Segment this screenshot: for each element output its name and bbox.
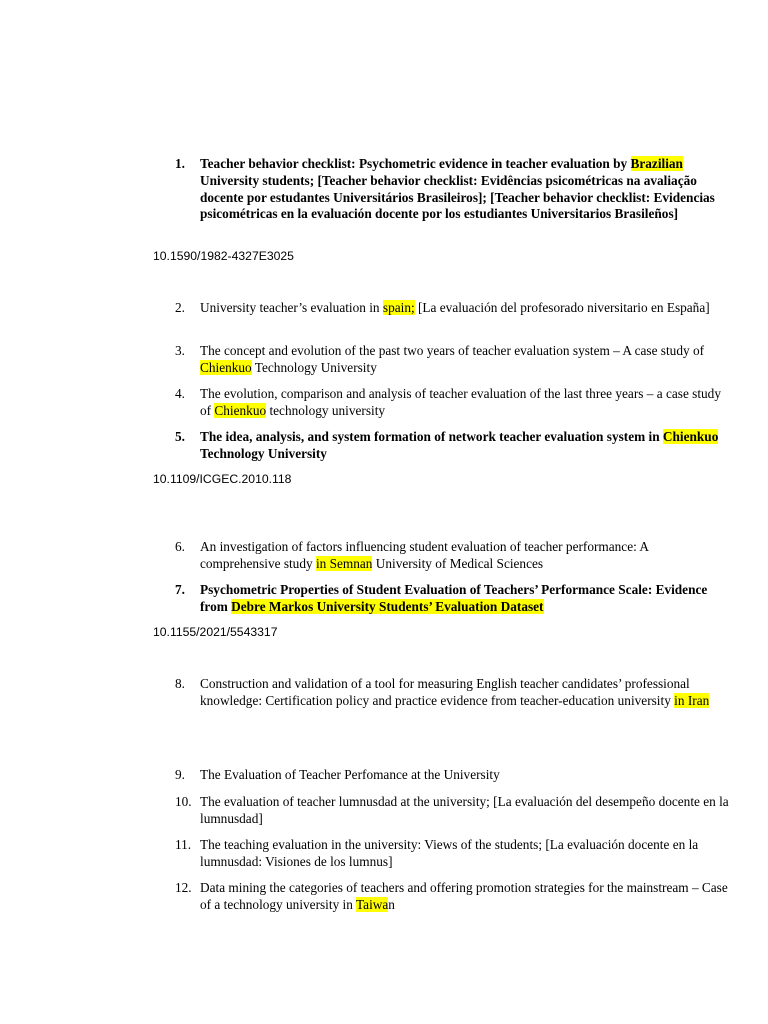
text-segment: An investigation of factors influencing student evaluation of teacher performance: A comprehensive study	[200, 539, 649, 571]
doi-1: 10.1590/1982-4327E3025	[153, 249, 294, 263]
text-segment: The evaluation of teacher lumnusdad at the university; [La evaluación del desempeño docente en la lumnusdad]	[200, 794, 729, 826]
item-text	[200, 582, 730, 616]
text-segment: Technology University	[251, 359, 377, 375]
text-segment: University of Medical Sciences	[372, 555, 544, 571]
text-segment: The teaching evaluation in the university: Views of the students; [La evaluación docente en la lumnusdad: Visiones de los lumnus]	[200, 837, 699, 869]
item-text	[200, 539, 730, 573]
item-number: 8.	[175, 676, 185, 691]
highlighted-text: Chienkuo	[200, 359, 252, 375]
list-item-4	[175, 386, 730, 420]
list-item-7	[175, 582, 730, 616]
text-segment: University students; [Teacher behavior checklist: Evidências psicométricas na avaliação docente por estudantes Universitários Brasileiros]; [Teacher behavior checklist: Evidencias psicométricas en la evaluación docente por los estudiantes Universitarios Brasileños]	[200, 172, 715, 222]
highlighted-text: Chienkuo	[662, 429, 719, 444]
item-number: 9.	[175, 767, 185, 782]
list-item-6	[175, 539, 730, 573]
highlighted-text: spain;	[382, 300, 415, 315]
item-number: 11.	[175, 837, 192, 852]
item-text	[200, 880, 730, 914]
text-segment: Teacher behavior checklist: Psychometric evidence in teacher evaluation by	[200, 156, 631, 171]
item-text	[200, 343, 730, 377]
highlighted-text: Taiwa	[355, 896, 389, 912]
text-segment: The concept and evolution of the past two years of teacher evaluation system – A case study of	[200, 343, 705, 358]
item-text	[200, 794, 730, 828]
item-number: 6.	[175, 539, 185, 554]
text-segment: technology university	[266, 402, 386, 418]
item-number: 4.	[175, 386, 185, 401]
item-text	[200, 156, 730, 223]
list-item-10	[175, 794, 730, 828]
list-item-8	[175, 676, 730, 710]
item-number: 10.	[175, 794, 192, 809]
item-text	[200, 300, 730, 317]
list-item-11	[175, 837, 730, 871]
highlighted-text: Brazilian	[630, 156, 683, 171]
list-item-2	[175, 300, 730, 317]
text-segment: n	[388, 896, 395, 912]
text-segment: Psychometric Properties of Student Evaluation of Teachers’ Performance Scale: Evidence from	[200, 582, 708, 614]
highlighted-text: Chienkuo	[214, 402, 267, 418]
item-number: 1.	[175, 156, 185, 171]
text-segment: Technology University	[200, 445, 327, 461]
item-text	[200, 837, 730, 871]
list-item-9	[175, 767, 730, 784]
item-text	[200, 767, 730, 784]
text-segment: The Evaluation of Teacher Perfomance at the University	[200, 767, 500, 782]
item-number: 3.	[175, 343, 185, 358]
highlighted-text: in Iran	[674, 692, 710, 708]
highlighted-text: in Semnan	[315, 555, 373, 571]
item-number: 2.	[175, 300, 185, 315]
doi-3: 10.1155/2021/5543317	[153, 625, 278, 639]
item-text	[200, 386, 730, 420]
highlighted-text: Debre Markos University Students’ Evaluation Dataset	[231, 598, 544, 614]
list-item-12	[175, 880, 730, 914]
list-item-1	[175, 156, 730, 223]
text-segment: Data mining the categories of teachers and offering promotion strategies for the mainstream – Case of a technology university in	[200, 880, 728, 912]
doi-2: 10.1109/ICGEC.2010.118	[153, 472, 292, 486]
list-item-3	[175, 343, 730, 377]
item-text	[200, 676, 730, 710]
item-text	[200, 429, 730, 463]
item-number: 7.	[175, 582, 185, 597]
text-segment: University teacher’s evaluation in	[200, 300, 383, 315]
list-item-5	[175, 429, 730, 463]
item-number: 12.	[175, 880, 192, 895]
text-segment: The idea, analysis, and system formation of network teacher evaluation system in	[200, 429, 663, 444]
text-segment: The evolution, comparison and analysis of teacher evaluation of the last three years – a case study of	[200, 386, 721, 418]
text-segment: [La evaluación del profesorado niversitario en España]	[414, 300, 710, 315]
item-number: 5.	[175, 429, 185, 444]
text-segment: Construction and validation of a tool for measuring English teacher candidates’ professional knowledge: Certification policy and practice evidence from teacher-education university	[200, 676, 690, 708]
